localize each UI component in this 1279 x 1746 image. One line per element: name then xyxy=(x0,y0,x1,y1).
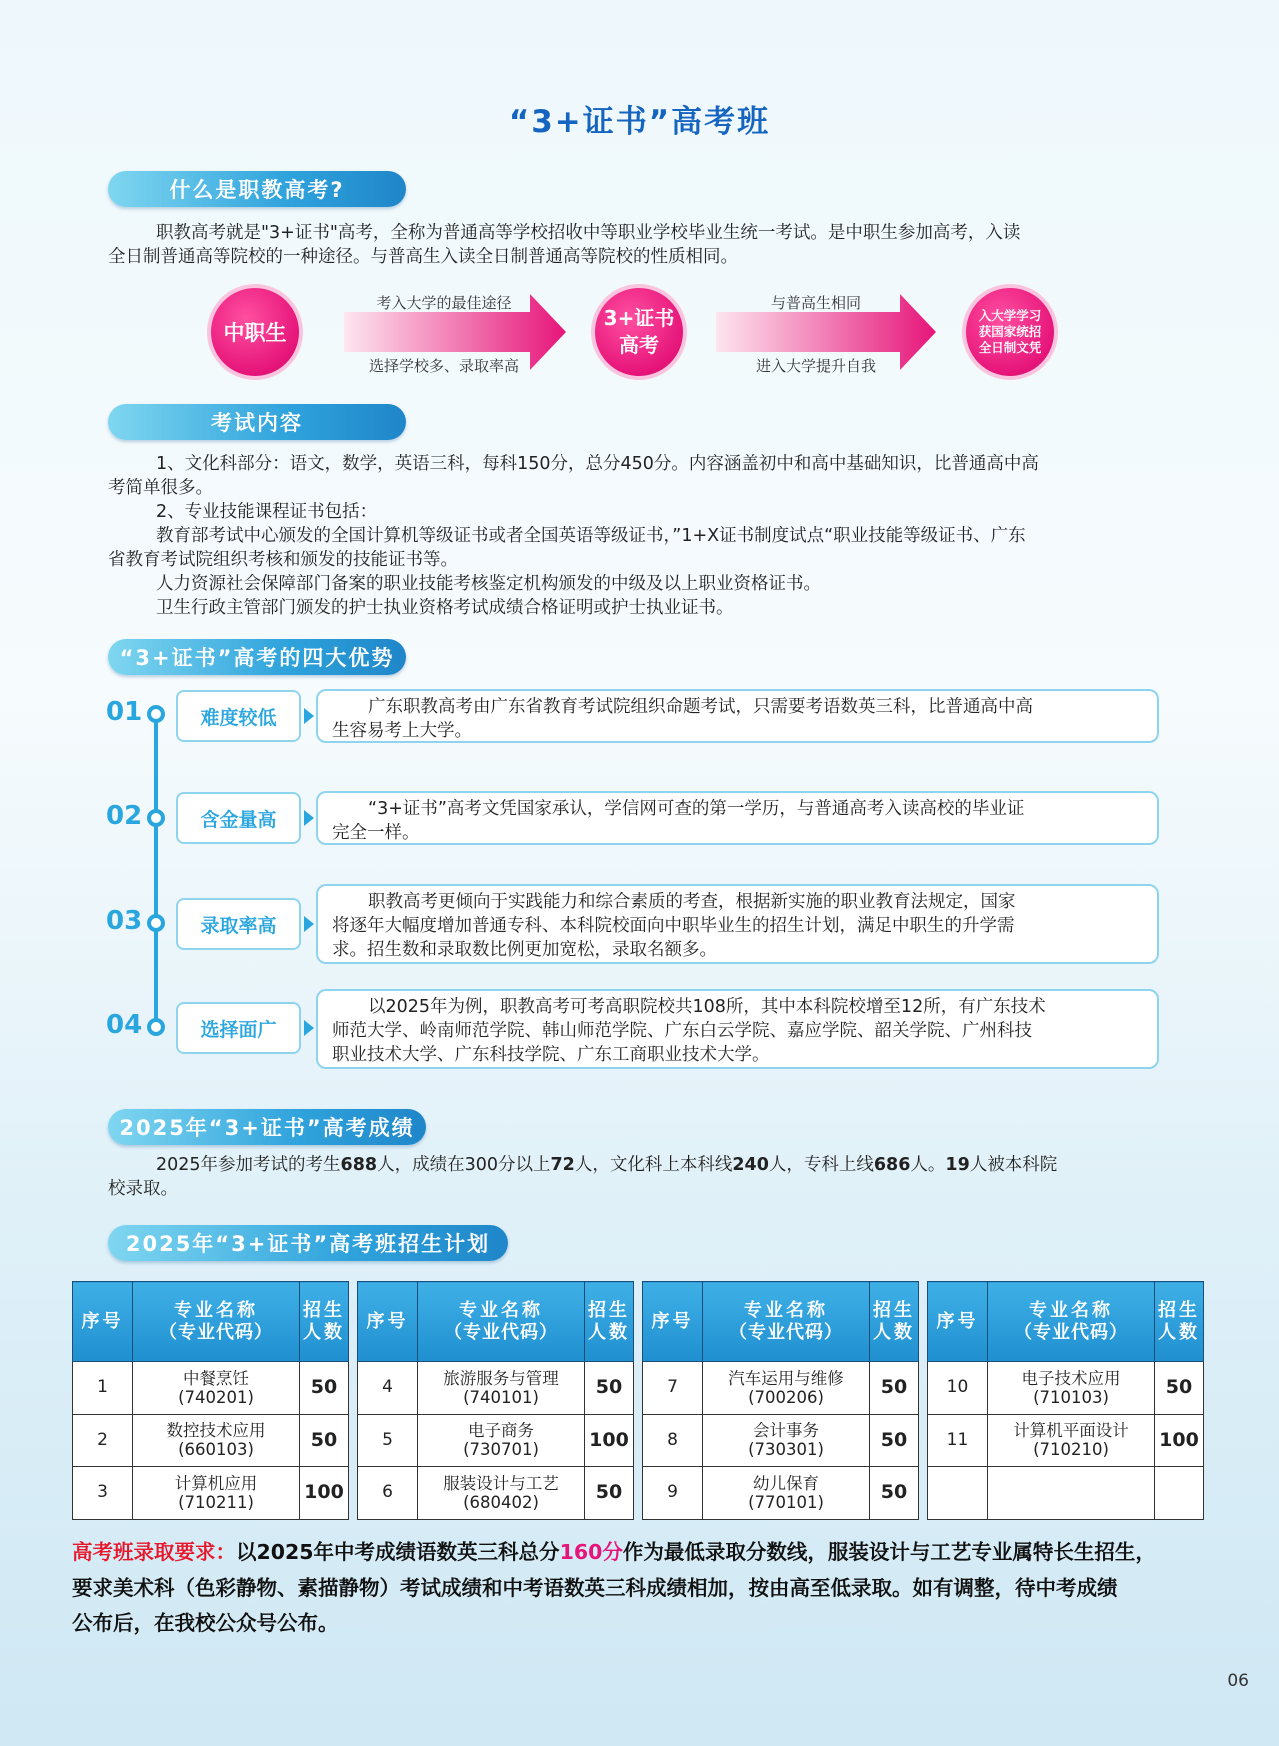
table-row xyxy=(358,1362,634,1415)
what-line-1: 职教高考就是"3+证书"高考，全称为普通高等学校招收中等职业学校毕业生统一考试。是中职生参加高考，入读 xyxy=(156,223,1021,243)
advantage-box xyxy=(316,689,1159,743)
major-name-cell xyxy=(133,1467,300,1520)
major-name: 计算机平面设计 xyxy=(1013,1421,1129,1441)
results-text: 2025年参加考试的考生 xyxy=(156,1155,341,1175)
advantage-box xyxy=(316,884,1159,964)
results-text: 人。 xyxy=(910,1155,946,1175)
major-name: 服装设计与工艺 xyxy=(443,1473,559,1493)
column-header-count-line2: 人数 xyxy=(303,1321,345,1343)
column-header-count-line1: 招生 xyxy=(588,1299,630,1321)
table-header-row xyxy=(358,1282,634,1362)
timeline-dot xyxy=(147,914,165,932)
table-row xyxy=(928,1467,1204,1520)
enrollment-count: 50 xyxy=(870,1362,919,1415)
flow-circle-diploma-line1: 入大学学习 xyxy=(978,308,1042,323)
requirement-text: 公布后，在我校公众号公布。 xyxy=(72,1611,339,1635)
admission-requirement xyxy=(72,1535,1232,1642)
flow-arrow-2-top-label: 与普高生相同 xyxy=(770,294,861,312)
table-row xyxy=(643,1362,919,1415)
advantage-tag: 录取率高 xyxy=(176,898,301,950)
advantage-text-line: 完全一样。 xyxy=(332,823,420,843)
table-row xyxy=(928,1414,1204,1467)
plan-table xyxy=(72,1281,349,1520)
advantage-text-line: 师范大学、岭南师范学院、韩山师范学院、广东白云学院、嘉应学院、韶关学院、广州科技 xyxy=(332,1021,1032,1041)
results-text: 人，文化科上本科线 xyxy=(574,1155,733,1175)
timeline-dot xyxy=(147,705,165,723)
row-number: 6 xyxy=(358,1467,418,1520)
advantage-text-line: 生容易考上大学。 xyxy=(332,721,472,741)
column-header-major-line1: 专业名称 xyxy=(459,1299,543,1321)
table-row xyxy=(928,1362,1204,1415)
column-header-count-line1: 招生 xyxy=(303,1299,345,1321)
table-row xyxy=(643,1414,919,1467)
requirement-text: 作为最低录取分数线，服装设计与工艺专业属特长生招生， xyxy=(622,1540,1156,1564)
flow-circle-diploma-line3: 全日制文凭 xyxy=(978,340,1042,355)
enrollment-count: 50 xyxy=(870,1414,919,1467)
flow-circle-exam-line1: 3+证书 xyxy=(603,306,675,330)
column-header-no: 序号 xyxy=(928,1282,988,1362)
major-name: 电子商务 xyxy=(468,1421,534,1441)
major-name: 幼儿保育 xyxy=(753,1473,819,1493)
advantage-number: 04 xyxy=(106,1010,143,1040)
major-name-cell xyxy=(703,1414,870,1467)
table-row xyxy=(358,1414,634,1467)
column-header-count xyxy=(870,1282,919,1362)
major-code: (740201) xyxy=(178,1387,254,1407)
major-code: (730301) xyxy=(748,1440,824,1460)
advantage-pointer-icon xyxy=(304,810,314,826)
major-name: 会计事务 xyxy=(753,1421,819,1441)
row-number: 5 xyxy=(358,1414,418,1467)
row-number: 10 xyxy=(928,1362,988,1415)
exam-line-1: 1、文化科部分：语文，数学，英语三科，每科150分，总分450分。内容涵盖初中和高中基础知识，比普通高中高 xyxy=(156,454,1039,474)
flow-arrow-1-top-label: 考入大学的最佳途径 xyxy=(376,294,512,312)
exam-line-3: 2、专业技能课程证书包括： xyxy=(156,502,378,522)
requirement-text: 以2025年中考成绩语数英三科总分 xyxy=(236,1540,560,1564)
row-number xyxy=(928,1467,988,1520)
advantage-text-line: 以2025年为例，职教高考可考高职院校共108所，其中本科院校增至12所，有广东技术 xyxy=(368,997,1046,1017)
advantage-tag: 选择面广 xyxy=(176,1002,301,1054)
requirement-text: 要求美术科（色彩静物、素描静物）考试成绩和中考语数英三科成绩相加，按由高至低录取。如有调整，待中考成绩 xyxy=(72,1575,1118,1600)
advantage-box xyxy=(316,791,1159,845)
advantage-tag: 含金量高 xyxy=(176,792,301,844)
major-code: (700206) xyxy=(748,1387,824,1407)
advantage-text-line: “3+证书”高考文凭国家承认，学信网可查的第一学历，与普通高考入读高校的毕业证 xyxy=(368,799,1025,819)
row-number: 8 xyxy=(643,1414,703,1467)
exam-paragraph xyxy=(108,452,1163,620)
table-row xyxy=(358,1467,634,1520)
column-header-count-line2: 人数 xyxy=(588,1321,630,1343)
column-header-count xyxy=(585,1282,634,1362)
section-heading-what: 什么是职教高考? xyxy=(108,171,406,207)
column-header-major-line2: （专业代码） xyxy=(444,1321,558,1343)
major-name: 数控技术应用 xyxy=(166,1421,266,1441)
flow-arrow-2-bottom-label: 进入大学提升自我 xyxy=(755,357,876,375)
results-paragraph xyxy=(108,1153,1163,1201)
enrollment-count: 100 xyxy=(1155,1414,1204,1467)
flow-circle-exam-line2: 高考 xyxy=(619,333,659,357)
table-header-row xyxy=(643,1282,919,1362)
major-name-cell xyxy=(418,1467,585,1520)
major-name-cell xyxy=(133,1414,300,1467)
major-name: 电子技术应用 xyxy=(1021,1368,1121,1388)
major-code: (710103) xyxy=(1033,1387,1109,1407)
what-paragraph xyxy=(108,221,1163,269)
major-code: (710210) xyxy=(1033,1440,1109,1460)
column-header-count-line1: 招生 xyxy=(1158,1299,1200,1321)
results-text: 人被本科院 xyxy=(969,1155,1058,1175)
page-number: 06 xyxy=(1227,1671,1249,1691)
enrollment-count: 50 xyxy=(300,1362,349,1415)
enrollment-count: 100 xyxy=(585,1414,634,1467)
column-header-count-line1: 招生 xyxy=(873,1299,915,1321)
advantage-text-line: 求。招生数和录取数比例更加宽松，录取名额多。 xyxy=(332,940,717,960)
column-header-no: 序号 xyxy=(358,1282,418,1362)
enrollment-count xyxy=(1155,1467,1204,1520)
major-name-cell xyxy=(988,1362,1155,1415)
major-code: (680402) xyxy=(463,1492,539,1512)
major-code: (730701) xyxy=(463,1440,539,1460)
page-title: “3+证书”高考班 xyxy=(508,104,771,140)
enrollment-count: 50 xyxy=(585,1362,634,1415)
major-name-cell xyxy=(988,1414,1155,1467)
advantage-pointer-icon xyxy=(304,916,314,932)
row-number: 7 xyxy=(643,1362,703,1415)
column-header-major-line2: （专业代码） xyxy=(159,1321,273,1343)
table-row xyxy=(643,1467,919,1520)
row-number: 1 xyxy=(73,1362,133,1415)
plan-table xyxy=(642,1281,919,1520)
major-code: (740101) xyxy=(463,1387,539,1407)
column-header-major-line2: （专业代码） xyxy=(1014,1321,1128,1343)
column-header-major-line1: 专业名称 xyxy=(174,1299,258,1321)
results-text: 人，成绩在300分以上 xyxy=(377,1155,551,1175)
advantage-text-line: 职业技术大学、广东科技学院、广东工商职业技术大学。 xyxy=(332,1045,770,1065)
exam-line-2: 考简单很多。 xyxy=(108,478,213,498)
exam-line-5: 省教育考试院组织考核和颁发的技能证书等。 xyxy=(108,550,458,570)
section-heading-advantages: “3+证书”高考的四大优势 xyxy=(108,639,406,675)
plan-table xyxy=(357,1281,634,1520)
major-code: (660103) xyxy=(178,1440,254,1460)
enrollment-count: 50 xyxy=(585,1467,634,1520)
results-number: 686 xyxy=(873,1155,911,1175)
results-number: 688 xyxy=(340,1155,378,1175)
requirement-label: 高考班录取要求： xyxy=(72,1540,236,1564)
flow-circle-diploma xyxy=(962,284,1058,380)
advantage-text-line: 广东职教高考由广东省教育考试院组织命题考试，只需要考语数英三科，比普通高中高 xyxy=(368,697,1033,717)
column-header-major xyxy=(703,1282,870,1362)
flow-circle-vocational: 中职生 xyxy=(207,284,303,380)
major-code: (770101) xyxy=(748,1492,824,1512)
advantage-pointer-icon xyxy=(304,1020,314,1036)
results-number: 72 xyxy=(550,1155,575,1175)
results-text: 校录取。 xyxy=(108,1179,178,1199)
column-header-count-line2: 人数 xyxy=(873,1321,915,1343)
major-name-cell xyxy=(703,1362,870,1415)
enrollment-count: 50 xyxy=(300,1414,349,1467)
table-row xyxy=(73,1414,349,1467)
what-line-2: 全日制普通高等院校的一种途径。与普高生入读全日制普通高等院校的性质相同。 xyxy=(108,247,738,267)
results-number: 240 xyxy=(732,1155,769,1175)
column-header-major xyxy=(418,1282,585,1362)
results-text: 人，专科上线 xyxy=(768,1155,874,1175)
column-header-major-line1: 专业名称 xyxy=(1029,1299,1113,1321)
column-header-major xyxy=(988,1282,1155,1362)
enrollment-count: 50 xyxy=(870,1467,919,1520)
advantage-number: 02 xyxy=(106,801,143,831)
column-header-no: 序号 xyxy=(643,1282,703,1362)
major-name-cell xyxy=(703,1467,870,1520)
section-heading-results: 2025年“3+证书”高考成绩 xyxy=(108,1109,426,1145)
row-number: 11 xyxy=(928,1414,988,1467)
row-number: 9 xyxy=(643,1467,703,1520)
column-header-count-line2: 人数 xyxy=(1158,1321,1200,1343)
advantage-number: 03 xyxy=(106,906,143,936)
table-row xyxy=(73,1467,349,1520)
row-number: 4 xyxy=(358,1362,418,1415)
section-heading-plan: 2025年“3+证书”高考班招生计划 xyxy=(108,1225,508,1261)
flow-circle-exam xyxy=(591,284,687,380)
timeline-line xyxy=(154,712,158,1030)
major-name: 旅游服务与管理 xyxy=(443,1368,559,1388)
major-name: 计算机应用 xyxy=(174,1473,258,1493)
exam-line-4: 教育部考试中心颁发的全国计算机等级证书或者全国英语等级证书，”1+X证书制度试点“职业技能等级证书、广东 xyxy=(156,526,1026,546)
column-header-count xyxy=(300,1282,349,1362)
plan-table xyxy=(927,1281,1204,1520)
results-number: 19 xyxy=(945,1155,970,1175)
column-header-major-line2: （专业代码） xyxy=(729,1321,843,1343)
timeline-dot xyxy=(147,809,165,827)
major-name: 中餐烹饪 xyxy=(183,1368,249,1388)
advantage-box xyxy=(316,989,1159,1069)
enrollment-count: 100 xyxy=(300,1467,349,1520)
advantage-number: 01 xyxy=(106,697,143,727)
major-name: 汽车运用与维修 xyxy=(728,1368,844,1388)
enrollment-count: 50 xyxy=(1155,1362,1204,1415)
exam-line-6: 人力资源社会保障部门备案的职业技能考核鉴定机构颁发的中级及以上职业资格证书。 xyxy=(156,574,821,594)
timeline-dot xyxy=(147,1018,165,1036)
requirement-score: 160分 xyxy=(559,1540,623,1564)
flow-arrow-1-bottom-label: 选择学校多、录取率高 xyxy=(368,357,519,375)
advantage-text-line: 职教高考更倾向于实践能力和综合素质的考查，根据新实施的职业教育法规定，国家 xyxy=(368,892,1016,912)
major-name-cell xyxy=(988,1467,1155,1520)
column-header-no: 序号 xyxy=(73,1282,133,1362)
table-header-row xyxy=(73,1282,349,1362)
row-number: 2 xyxy=(73,1414,133,1467)
advantage-pointer-icon xyxy=(304,708,314,724)
major-name-cell xyxy=(133,1362,300,1415)
column-header-count xyxy=(1155,1282,1204,1362)
major-name-cell xyxy=(418,1414,585,1467)
major-name-cell xyxy=(418,1362,585,1415)
advantage-tag: 难度较低 xyxy=(176,690,301,742)
column-header-major xyxy=(133,1282,300,1362)
exam-line-7: 卫生行政主管部门颁发的护士执业资格考试成绩合格证明或护士执业证书。 xyxy=(156,598,734,618)
table-header-row xyxy=(928,1282,1204,1362)
major-code: (710211) xyxy=(178,1492,254,1512)
row-number: 3 xyxy=(73,1467,133,1520)
advantage-text-line: 将逐年大幅度增加普通专科、本科院校面向中职毕业生的招生计划，满足中职生的升学需 xyxy=(332,916,1015,936)
flow-circle-diploma-line2: 获国家统招 xyxy=(978,324,1042,339)
column-header-major-line1: 专业名称 xyxy=(744,1299,828,1321)
table-row xyxy=(73,1362,349,1415)
section-heading-exam: 考试内容 xyxy=(108,404,406,440)
